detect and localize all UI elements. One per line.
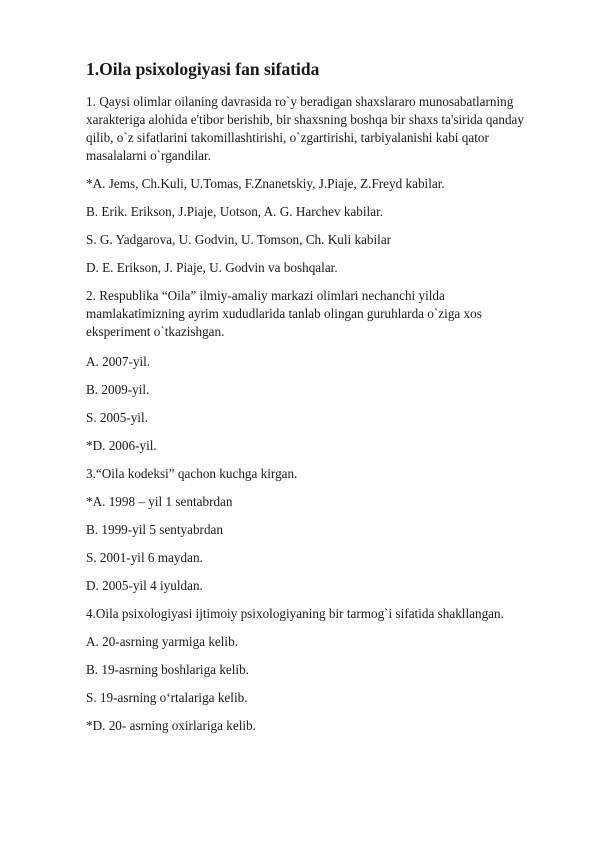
question-1-line-1: 1. Qaysi olimlar oilaning davrasida ro`y beradigan shaxslararo munosabatlarning — [86, 94, 514, 109]
question-1-option-b: B. Erik. Erikson, J.Piaje, Uotson, A. G. Harchev kabilar. — [86, 204, 384, 219]
question-4-option-d: *D. 20- asrning oxirlariga kelib. — [86, 718, 256, 733]
question-4-option-a: A. 20-asrning yarmiga kelib. — [86, 634, 238, 649]
question-2-option-s: S. 2005-yil. — [86, 410, 148, 425]
question-3-line-1: 3.“Oila kodeksi” qachon kuchga kirgan. — [86, 466, 298, 481]
question-1-option-s: S. G. Yadgarova, U. Godvin, U. Tomson, Ch. Kuli kabilar — [86, 232, 392, 247]
question-3-option-b: B. 1999-yil 5 sentyabrdan — [86, 522, 223, 537]
question-2-line-2: mamlakatimizning ayrim xududlarida tanlab olingan guruhlarda o`ziga xos — [86, 306, 482, 321]
question-1-option-a: *A. Jems, Ch.Kuli, U.Tomas, F.Znanetskiy, J.Piaje, Z.Freyd kabilar. — [86, 176, 445, 191]
question-2-line-3: eksperiment o`tkazishgan. — [86, 324, 225, 339]
question-3-option-d: D. 2005-yil 4 iyuldan. — [86, 578, 203, 593]
question-1-option-d: D. E. Erikson, J. Piaje, U. Godvin va boshqalar. — [86, 260, 338, 275]
question-4-option-s: S. 19-asrning o‘rtalariga kelib. — [86, 690, 248, 705]
question-4-option-b: B. 19-asrning boshlariga kelib. — [86, 662, 249, 677]
question-2-option-b: B. 2009-yil. — [86, 382, 150, 397]
question-2-option-d: *D. 2006-yil. — [86, 438, 157, 453]
question-1-line-3: qilib, o`z sifatlarini takomillashtirishi, o`zgartirishi, tarbiyalanishi kabi qator — [86, 130, 489, 145]
question-1-line-4: masalalarni o`rgandilar. — [86, 148, 211, 163]
question-3-option-s: S. 2001-yil 6 maydan. — [86, 550, 203, 565]
question-4-line-1: 4.Oila psixologiyasi ijtimoiy psixologiyaning bir tarmog`i sifatida shakllangan. — [86, 606, 504, 621]
question-1-line-2: xarakteriga alohida e'tibor berishib, bir shaxsning boshqa bir shaxs ta'sirida qanday — [86, 112, 524, 127]
page-title: 1.Oila psixologiyasi fan sifatida — [86, 59, 320, 79]
question-3-option-a: *A. 1998 – yil 1 sentabrdan — [86, 494, 233, 509]
question-2-option-a: A. 2007-yil. — [86, 354, 151, 369]
question-2-line-1: 2. Respublika “Oila” ilmiy-amaliy markazi olimlari nechanchi yilda — [86, 288, 445, 303]
